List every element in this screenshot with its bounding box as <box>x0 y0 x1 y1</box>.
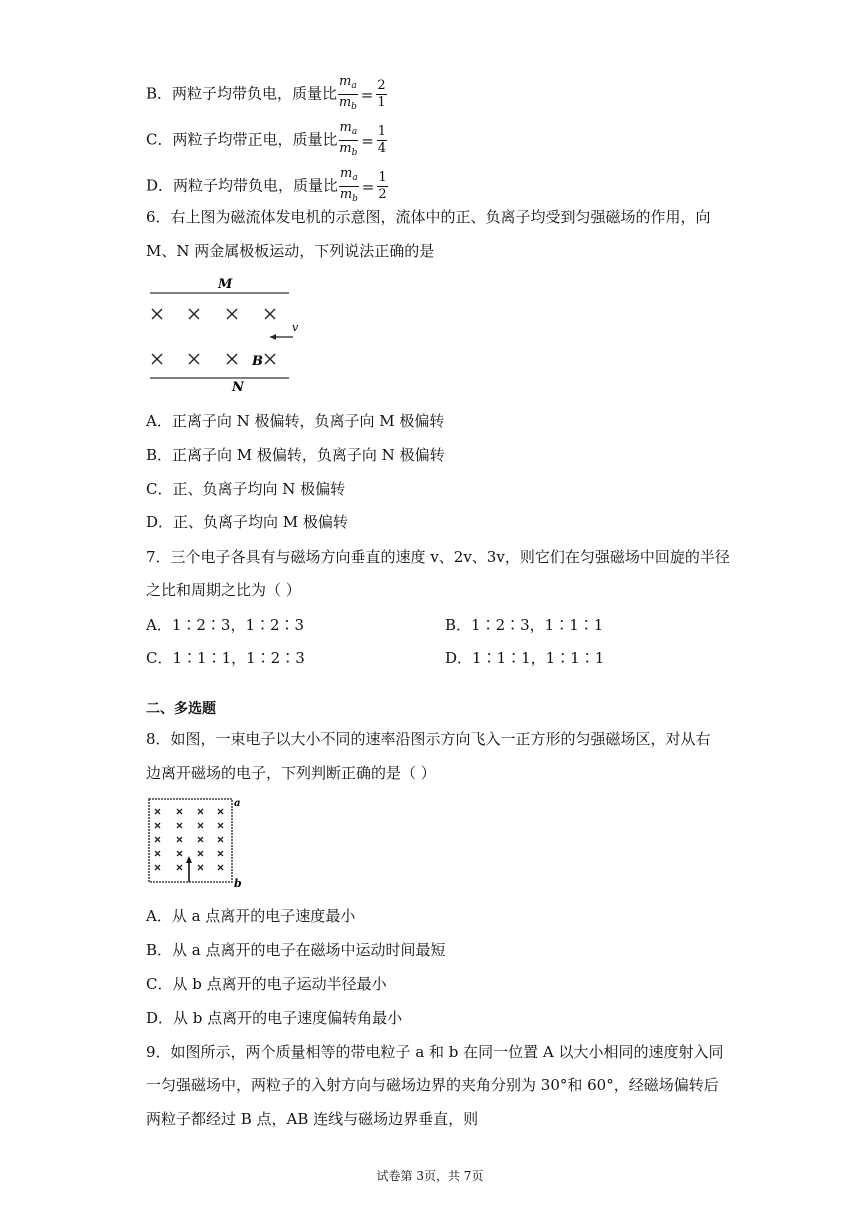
ratio-numerator: 1 <box>377 124 387 139</box>
denominator: m <box>339 141 352 156</box>
electron-beam-arrowhead-icon <box>186 856 192 863</box>
ratio-value-fraction <box>377 170 387 203</box>
corner-a-label: a <box>234 798 241 809</box>
q6-option-a: A．正离子向 N 极偏转，负离子向 M 极偏转 <box>146 412 445 430</box>
ratio-value-fraction <box>376 78 386 111</box>
equals-sign: = <box>361 131 374 150</box>
q7-option-b: B．1∶2∶3，1∶1∶1 <box>445 616 604 634</box>
q6-magnetohydrodynamic-figure <box>146 274 299 395</box>
numerator-subscript: a <box>352 173 358 183</box>
ratio-numerator: 2 <box>377 78 386 93</box>
option-letter: C． <box>146 130 173 149</box>
q6-option-d: D．正、负离子均向 M 极偏转 <box>146 513 348 531</box>
q5-option-d <box>146 166 389 207</box>
q7-option-c: C．1∶1∶1，1∶2∶3 <box>146 649 305 667</box>
denominator-subscript: b <box>352 194 358 204</box>
q6-stem-line1: 6．右上图为磁流体发电机的示意图，流体中的正、负离子均受到匀强磁场的作用，向 <box>146 208 711 226</box>
ratio-numerator: 1 <box>378 170 387 185</box>
q8-option-c: C．从 b 点离开的电子运动半径最小 <box>146 975 387 993</box>
ratio-value-fraction <box>377 124 387 157</box>
velocity-v-label: v <box>292 321 299 334</box>
option-letter: D． <box>146 176 174 195</box>
numerator: m <box>339 120 352 135</box>
mass-ratio-fraction <box>339 166 359 207</box>
field-b-label: B <box>252 354 263 369</box>
q6-option-b: B．正离子向 M 极偏转，负离子向 N 极偏转 <box>146 446 445 464</box>
denominator-subscript: b <box>351 148 358 158</box>
q7-option-d: D．1∶1∶1，1∶1∶1 <box>445 649 605 667</box>
mass-ratio-fraction <box>338 74 358 115</box>
ratio-denominator: 4 <box>377 141 387 156</box>
plate-n-label: N <box>232 380 244 395</box>
q8-option-a: A．从 a 点离开的电子速度最小 <box>146 907 356 925</box>
ratio-denominator: 2 <box>378 187 387 202</box>
page-footer: 试卷第 3页，共 7页 <box>376 1169 484 1183</box>
q6-option-c: C．正、负离子均向 N 极偏转 <box>146 480 346 498</box>
numerator-subscript: a <box>351 127 358 137</box>
q7-stem-line2: 之比和周期之比为（ ） <box>146 581 301 599</box>
denominator: m <box>338 95 352 110</box>
option-text: 两粒子均带负电，质量比 <box>172 84 338 103</box>
q9-stem-line3: 两粒子都经过 B 点，AB 连线与磁场边界垂直，则 <box>146 1110 479 1128</box>
q9-stem-line1: 9．如图所示，两个质量相等的带电粒子 a 和 b 在同一位置 A 以大小相同的速度射入同 <box>146 1043 724 1061</box>
mass-ratio-fraction <box>339 120 359 161</box>
q8-option-d: D．从 b 点离开的电子速度偏转角最小 <box>146 1009 403 1027</box>
q8-stem-line2: 边离开磁场的电子，下列判断正确的是（ ） <box>146 764 436 782</box>
numerator-subscript: a <box>351 81 357 91</box>
section-title-multiple-choice: 二、多选题 <box>146 701 216 717</box>
q8-square-field-figure <box>146 796 242 890</box>
q6-stem-line2: M、N 两金属极板运动，下列说法正确的是 <box>146 242 435 260</box>
option-text: 两粒子均带正电，质量比 <box>172 130 338 149</box>
denominator-subscript: b <box>351 102 357 112</box>
q8-option-b: B．从 a 点离开的电子在磁场中运动时间最短 <box>146 941 446 959</box>
equals-sign: = <box>360 85 374 104</box>
option-letter: B． <box>146 84 173 103</box>
q5-option-b <box>146 74 388 115</box>
q7-stem-line1: 7．三个电子各具有与磁场方向垂直的速度 v、2v、3v，则它们在匀强磁场中回旋的半径 <box>146 548 730 566</box>
q9-stem-line2: 一匀强磁场中，两粒子的入射方向与磁场边界的夹角分别为 30°和 60°，经磁场偏转后 <box>146 1076 719 1094</box>
numerator: m <box>340 166 353 181</box>
q5-option-c <box>146 120 388 161</box>
q8-stem-line1: 8．如图，一束电子以大小不同的速率沿图示方向飞入一正方形的匀强磁场区，对从右 <box>146 730 711 748</box>
equals-sign: = <box>361 177 375 196</box>
numerator: m <box>339 74 352 89</box>
plate-m-label: M <box>218 277 233 292</box>
corner-b-label: b <box>234 877 242 890</box>
denominator: m <box>339 187 353 202</box>
q7-option-a: A．1∶2∶3，1∶2∶3 <box>146 616 305 634</box>
ratio-denominator: 1 <box>377 95 386 110</box>
option-text: 两粒子均带负电，质量比 <box>173 176 339 195</box>
